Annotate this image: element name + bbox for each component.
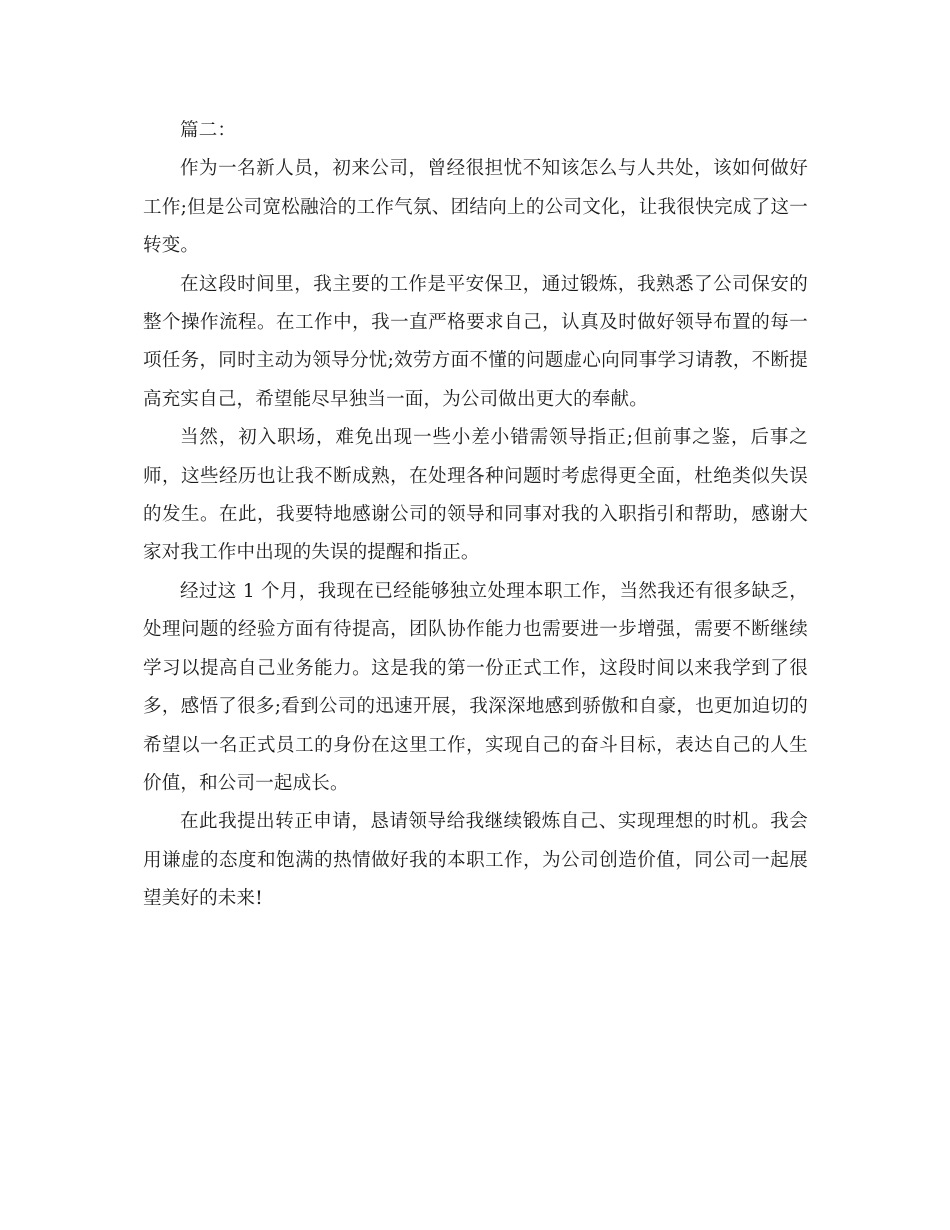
- paragraph-3: 当然，初入职场，难免出现一些小差小错需领导指正;但前事之鉴，后事之师，这些经历也让我不断成熟，在处理各种问题时考虑得更全面，杜绝类似失误的发生。在此，我要特地感谢公司的领导和同事对我的入职指引和帮助，感谢大家对我工作中出现的失误的提醒和指正。: [143, 427, 808, 564]
- paragraph-5: 在此我提出转正申请，恳请领导给我继续锻炼自己、实现理想的时机。我会用谦虚的态度和饱满的热情做好我的本职工作，为公司创造价值，同公司一起展望美好的未来!: [143, 811, 808, 910]
- paragraph-2: 在这段时间里，我主要的工作是平安保卫，通过锻炼，我熟悉了公司保安的整个操作流程。在工作中，我一直严格要求自己，认真及时做好领导布置的每一项任务，同时主动为领导分忧;效劳方面不懂的问题虚心向同事学习请教，不断提高充实自己，希望能尽早独当一面，为公司做出更大的奉献。: [143, 273, 808, 410]
- document-body: [143, 112, 808, 919]
- section-heading: 篇二：: [180, 120, 237, 141]
- paragraph-4: 经过这 1 个月，我现在已经能够独立处理本职工作，当然我还有很多缺乏，处理问题的经验方面有待提高，团队协作能力也需要进一步增强，需要不断继续学习以提高自己业务能力。这是我的第一份正式工作，这段时间以来我学到了很多，感悟了很多;看到公司的迅速开展，我深深地感到骄傲和自豪，也更加迫切的希望以一名正式员工的身份在这里工作，实现自己的奋斗目标，表达自己的人生价值，和公司一起成长。: [143, 580, 808, 794]
- paragraph-1: 作为一名新人员，初来公司，曾经很担忧不知该怎么与人共处，该如何做好工作;但是公司宽松融洽的工作气氛、团结向上的公司文化，让我很快完成了这一转变。: [143, 158, 808, 257]
